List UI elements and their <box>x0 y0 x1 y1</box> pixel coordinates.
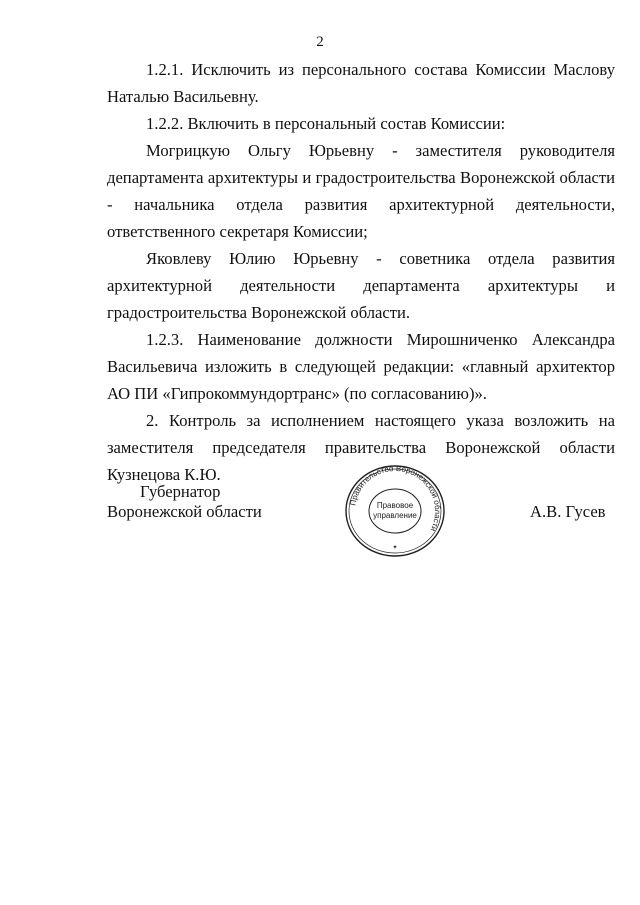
stamp-inner-text-line2: управление <box>373 511 417 520</box>
stamp-inner-text-line1: Правовое <box>376 501 414 510</box>
signatory-title <box>107 482 262 522</box>
paragraph-yakovleva: Яковлеву Юлию Юрьевну - советника отдела развития архитектурной деятельности департамента архитектуры и градостроительства Воронежской области. <box>107 249 615 322</box>
signature-block <box>0 482 640 562</box>
paragraph-mogritskaya: Могрицкую Ольгу Юрьевну - заместителя руководителя департамента архитектуры и градостроительства Воронежской области - начальника отдела развития архитектурной деятельности, ответственного секретаря Комиссии; <box>107 141 615 241</box>
paragraph-2-control: 2. Контроль за исполнением настоящего указа возложить на заместителя председателя правительства Воронежской области Кузнецова К.Ю. <box>107 411 615 484</box>
signatory-title-line2: Воронежской области <box>107 502 262 521</box>
signatory-title-line1: Губернатор <box>140 482 221 501</box>
paragraph-1-2-1-second-line: Наталью Васильевну. <box>107 87 259 106</box>
paragraph-1-2-2: 1.2.2. Включить в персональный состав Комиссии: <box>146 114 506 133</box>
signatory-name: А.В. Гусев <box>530 502 606 521</box>
stamp-star-icon: ✦ <box>392 545 398 551</box>
paragraph-1-2-1-first-line: 1.2.1. Исключить из персонального состава Комиссии Маслову <box>146 60 615 79</box>
legal-department-stamp <box>340 461 450 561</box>
page-number: 2 <box>316 34 324 50</box>
paragraph-1-2-1 <box>107 56 615 110</box>
document-body <box>107 56 615 488</box>
stamp-outer-text: Правительство Воронежской области <box>348 463 443 533</box>
paragraph-1-2-3: 1.2.3. Наименование должности Мирошниченко Александра Васильевича изложить в следующей редакции: «главный архитектор АО ПИ «Гипрокоммундортранс» (по согласованию)». <box>107 330 615 403</box>
